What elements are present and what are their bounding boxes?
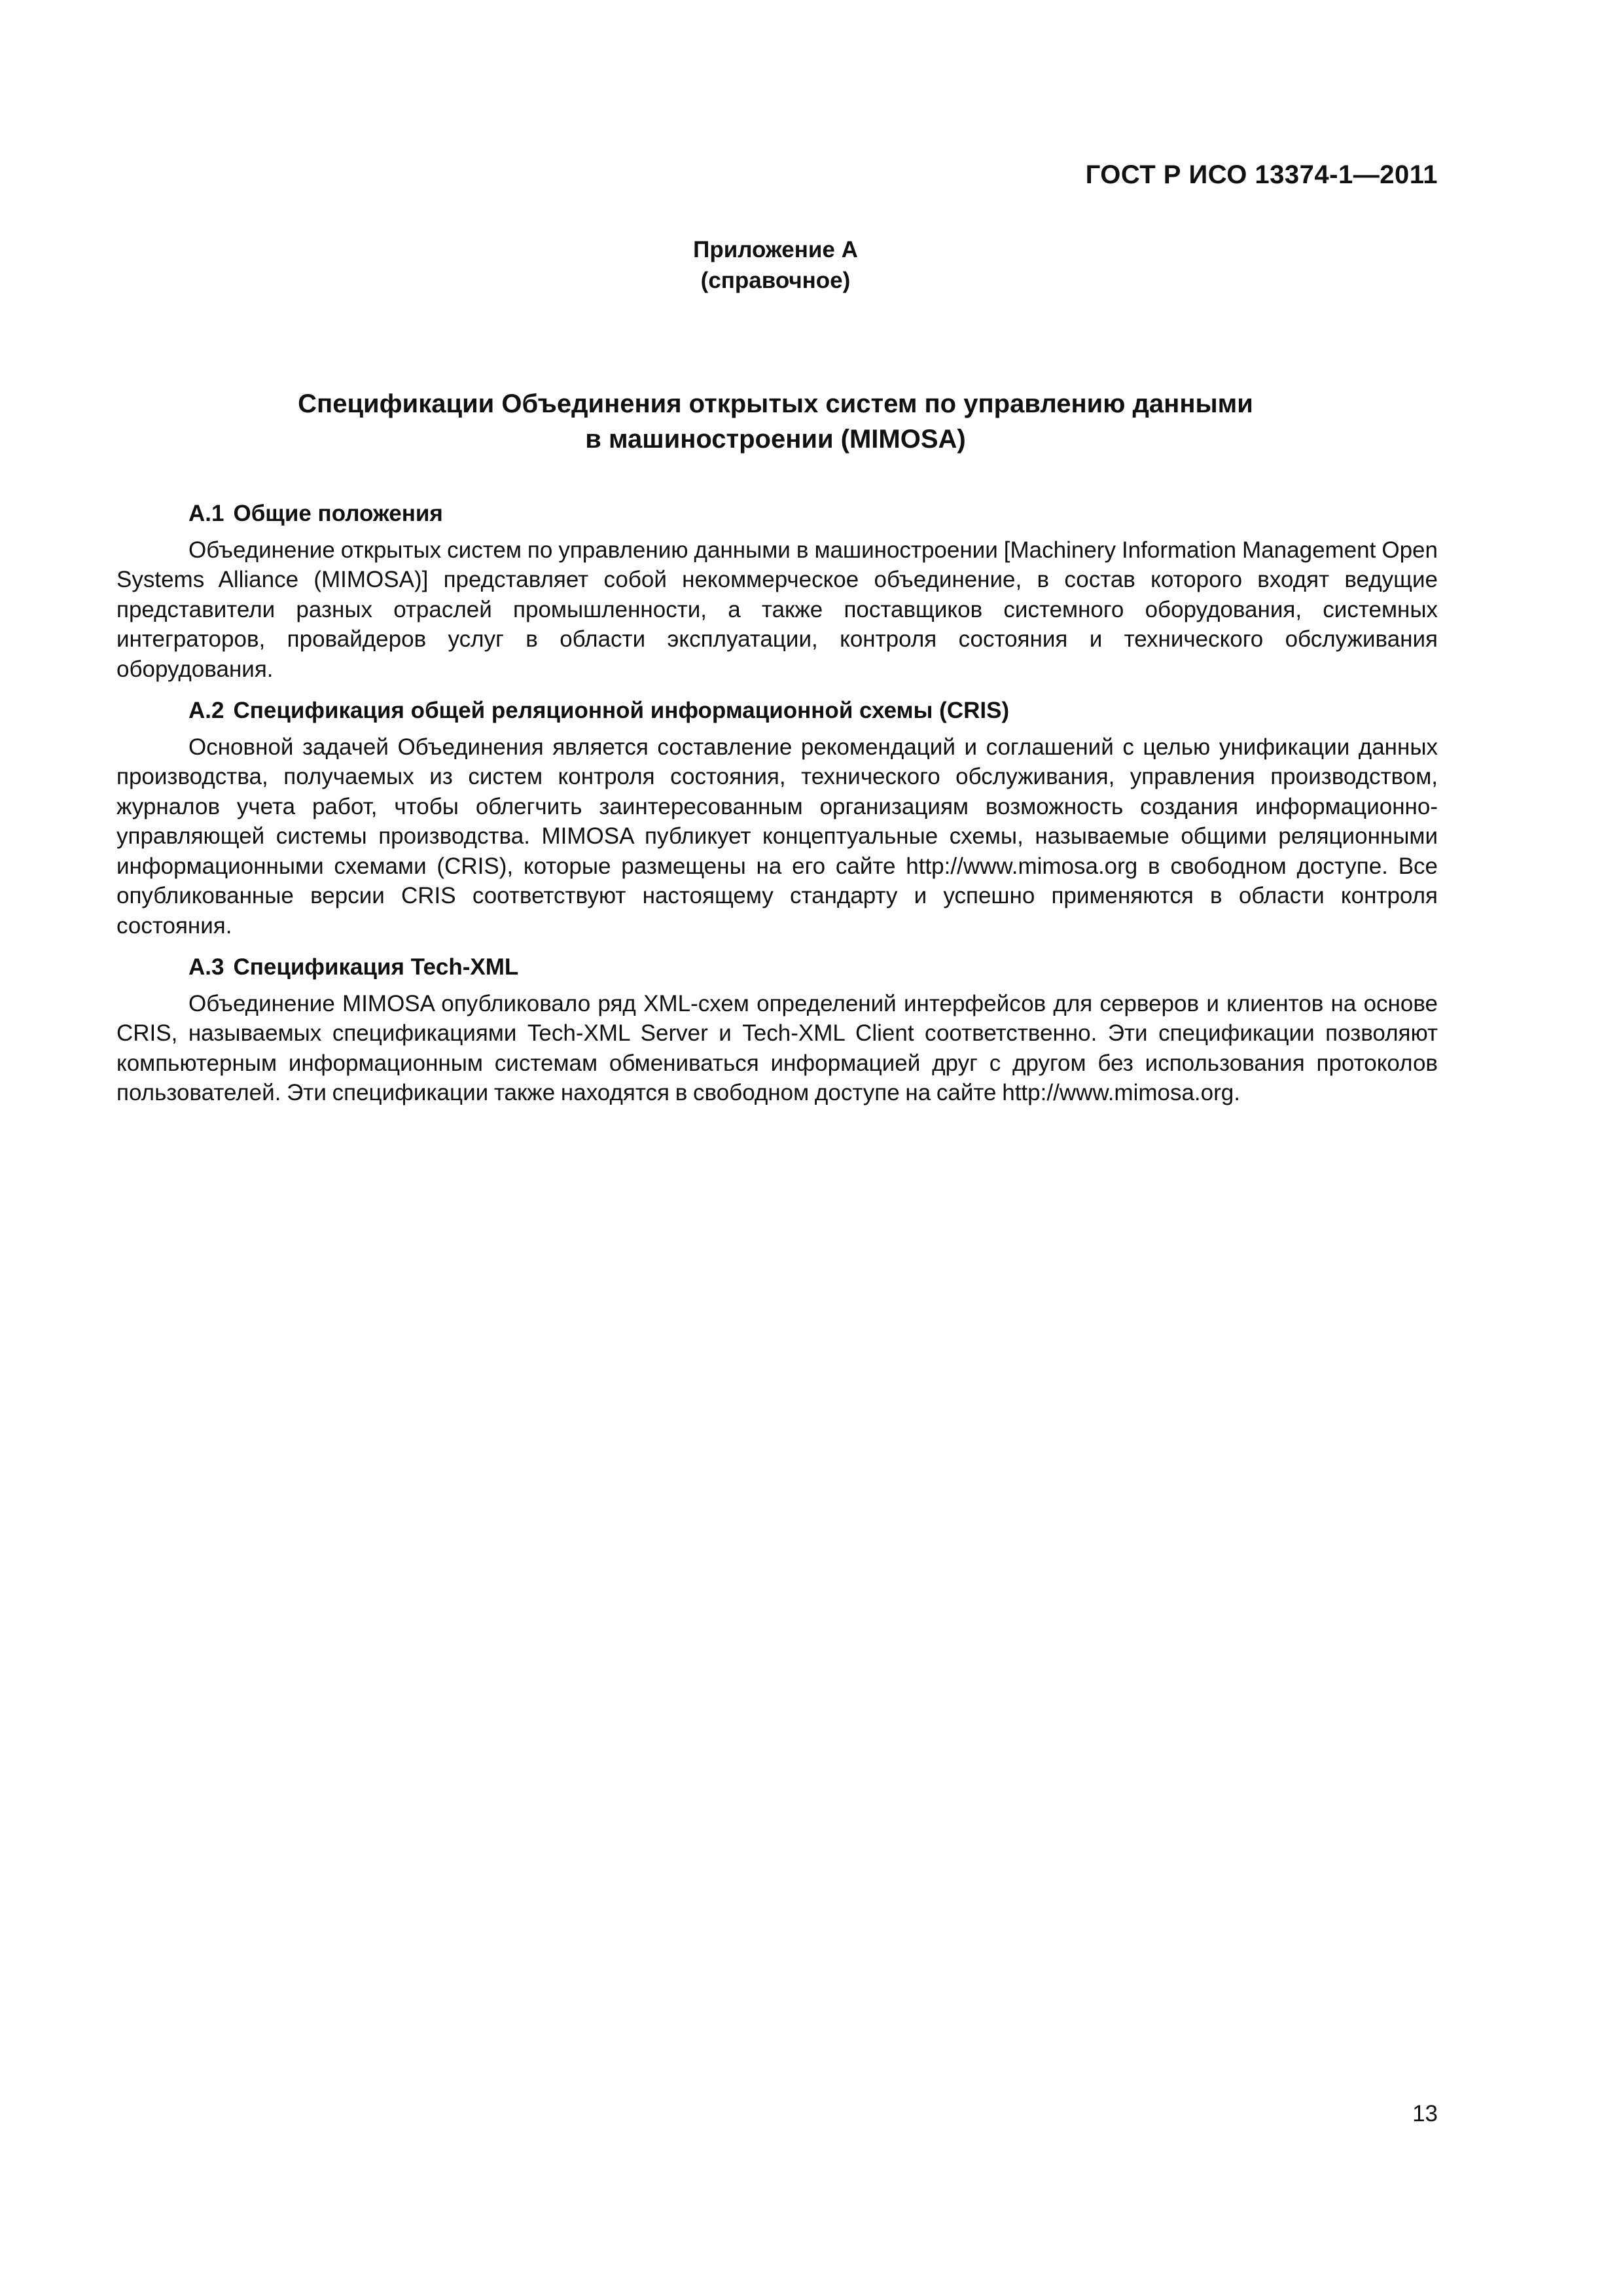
annex-label: Приложение А — [693, 237, 858, 262]
document-body — [116, 499, 1438, 1120]
section-paragraph: Объединение открытых систем по управлению данными в машиностроении [Machinery Information Management Open Systems Alliance (MIMOSA)] представляет собой некоммерческое объединение, в состав которого входят ведущие представители разных отраслей промышленности, а также поставщиков системного оборудования, системных интеграторов, провайдеров услуг в области эксплуатации, контроля состояния и технического обслуживания оборудования. — [116, 537, 1438, 682]
section-title: Спецификация Tech-XML — [233, 954, 519, 980]
annex-title-line-2: в машиностроении (MIMOSA) — [585, 425, 966, 454]
annex-title-line-1: Спецификации Объединения открытых систем по управлению данными — [298, 389, 1253, 418]
section-title: Спецификация общей реляционной информационной схемы (CRIS) — [233, 698, 1010, 723]
annex-title — [0, 386, 1551, 457]
section-title: Общие положения — [233, 501, 443, 526]
section-paragraph: Объединение MIMOSA опубликовало ряд XML-схем определений интерфейсов для серверов и клиентов на основе CRIS, называемых спецификациями Tech-XML Server и Tech-XML Client соответственно. Эти спецификации позволяют компьютерным информационным системам обмениваться информацией друг с другом без использования протоколов пользователей. Эти спецификации также находятся в свободном доступе на сайте http://www.mimosa.org. — [116, 990, 1438, 1105]
section-number: А.2 — [188, 698, 224, 723]
section-heading — [116, 499, 1438, 529]
annex-label-block — [0, 234, 1551, 296]
section-paragraph: Основной задачей Объединения является составление рекомендаций и соглашений с целью унификации данных производства, получаемых из систем контроля состояния, технического обслуживания, управления производством, журналов учета работ, чтобы облегчить заинтересованным организациям возможность создания информационно-управляющей системы производства. MIMOSA публикует концептуальные схемы, называемые общими реляционными информационными схемами (CRIS), которые размещены на его сайте http://www.mimosa.org в свободном доступе. Все опубликованные версии CRIS соответствуют настоящему стандарту и успешно применяются в области контроля состояния. — [116, 734, 1438, 939]
section-a2 — [116, 696, 1438, 941]
section-heading — [116, 696, 1438, 726]
section-a3 — [116, 952, 1438, 1108]
section-number: А.1 — [188, 501, 224, 526]
annex-status: (справочное) — [700, 268, 851, 293]
page-number: 13 — [1412, 2101, 1438, 2126]
section-a1 — [116, 499, 1438, 684]
section-number: А.3 — [188, 954, 224, 980]
document-code: ГОСТ Р ИСО 13374-1—2011 — [1085, 160, 1438, 189]
section-heading — [116, 952, 1438, 982]
